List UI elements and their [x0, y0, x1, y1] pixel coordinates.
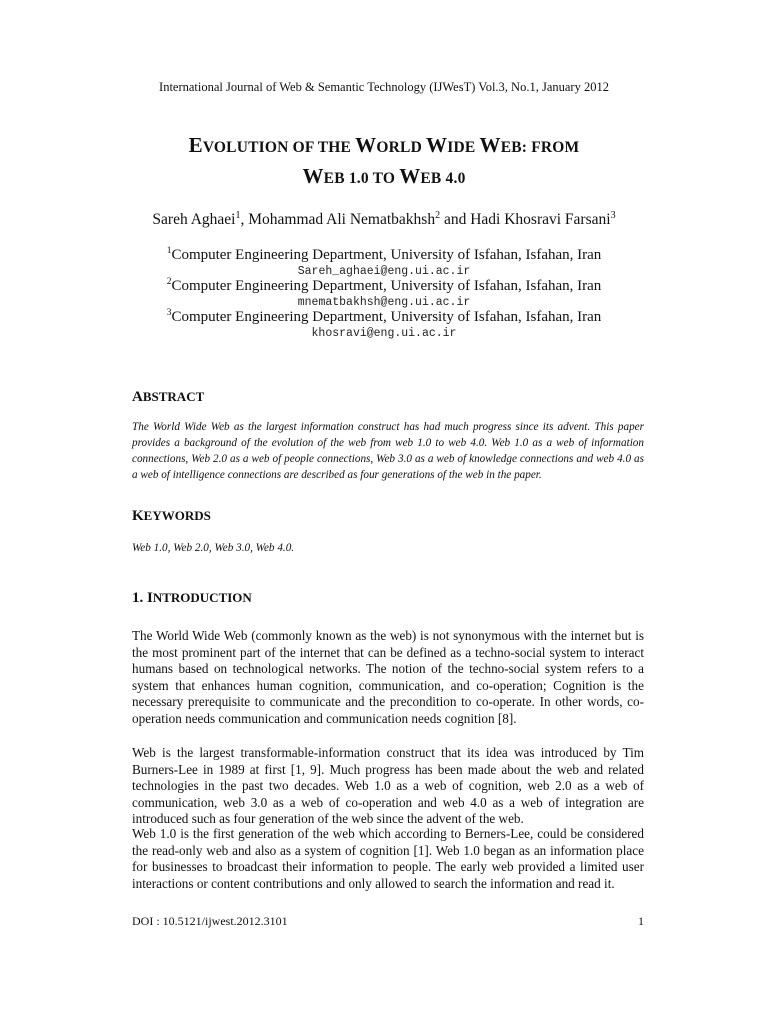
author-name: Hadi Khosravi Farsani: [470, 211, 611, 228]
author-name: Mohammad Ali Nematbakhsh: [248, 211, 436, 228]
keywords-text: Web 1.0, Web 2.0, Web 3.0, Web 4.0.: [132, 542, 295, 554]
intro-paragraph-1: The World Wide Web (commonly known as the web) is not synonymous with the internet but is the most prominent part of the internet that can be defined as a techno-social system to interact humans based on technological networks. The notion of the techno-social system refers to a system that enhances human cognition, communication, and co-operation; Cognition is the necessary prerequisite to communicate and the precondition to co-operate. In other words, co-operation needs communication and communication needs cognition [8].: [132, 628, 644, 726]
author-email: Sareh_aghaei@eng.ui.ac.ir: [297, 265, 471, 278]
author-affil-marker: 3: [610, 210, 616, 221]
author-email: khosravi@eng.ui.ac.ir: [311, 327, 457, 340]
doi-footer: DOI : 10.5121/ijwest.2012.3101: [132, 914, 288, 928]
title-line-2: WEB 1.0 TO WEB 4.0: [302, 164, 466, 188]
affiliation-dept: Computer Engineering Department, University of Isfahan, Isfahan, Iran: [171, 278, 602, 294]
abstract-text: The World Wide Web as the largest information construct has had much progress since its advent. This paper provides a background of the evolution of the web from web 1.0 to web 4.0. Web 1.0 as a web of information connections, Web 2.0 as a web of people connections, Web 3.0 as a web of knowledge connections and web 4.0 as a web of intelligence connections are described as four generations of the web in the paper.: [132, 421, 644, 481]
author-affil-marker: 1: [235, 210, 241, 221]
journal-header: International Journal of Web & Semantic Technology (IJWesT) Vol.3, No.1, January 2012: [159, 80, 609, 94]
abstract-heading: ABSTRACT: [132, 389, 205, 405]
introduction-heading: 1. INTRODUCTION: [132, 590, 252, 606]
author-list: Sareh Aghaei$^1$, Mohammad Ali Nematbakhsh$^2$ and Hadi Khosravi Farsani$^3$: [152, 210, 616, 228]
paper-title: [0, 131, 768, 193]
author-email: mnematbakhsh@eng.ui.ac.ir: [297, 296, 471, 309]
author-affil-marker: 2: [435, 210, 441, 221]
affiliation-dept: Computer Engineering Department, University of Isfahan, Isfahan, Iran: [171, 247, 602, 263]
keywords-heading: KEYWORDS: [132, 508, 211, 524]
page-number: 1: [638, 914, 644, 928]
intro-paragraph-2: Web is the largest transformable-information construct that its idea was introduced by Tim Burners-Lee in 1989 at first [1, 9]. Much progress has been made about the web and related technologies in the past two decades. Web 1.0 as a web of cognition, web 2.0 as a web of communication, web 3.0 as a web of co-operation and web 4.0 as a web of integration are introduced such as four generation of the web since the advent of the web.: [132, 745, 644, 827]
affiliation-1: $^1$Computer Engineering Department, University of Isfahan, Isfahan, Iran Sareh_aghaei@eng.ui.ac.ir: [0, 246, 768, 278]
affiliation-2: $^2$Computer Engineering Department, University of Isfahan, Isfahan, Iran mnematbakhsh@eng.ui.ac.ir: [0, 277, 768, 309]
author-name: Sareh Aghaei: [152, 211, 236, 228]
title-line-1: EVOLUTION OF THE WORLD WIDE WEB: FROM: [188, 133, 580, 157]
affiliation-3: $^3$Computer Engineering Department, University of Isfahan, Isfahan, Iran khosravi@eng.ui.ac.ir: [0, 308, 768, 340]
intro-paragraph-3: Web 1.0 is the first generation of the web which according to Berners-Lee, could be considered the read-only web and also as a system of cognition [1]. Web 1.0 began as an information place for businesses to broadcast their information to people. The early web provided a limited user interactions or content contributions and only allowed to search the information and read it.: [132, 826, 644, 891]
affiliation-dept: Computer Engineering Department, University of Isfahan, Isfahan, Iran: [171, 309, 602, 325]
